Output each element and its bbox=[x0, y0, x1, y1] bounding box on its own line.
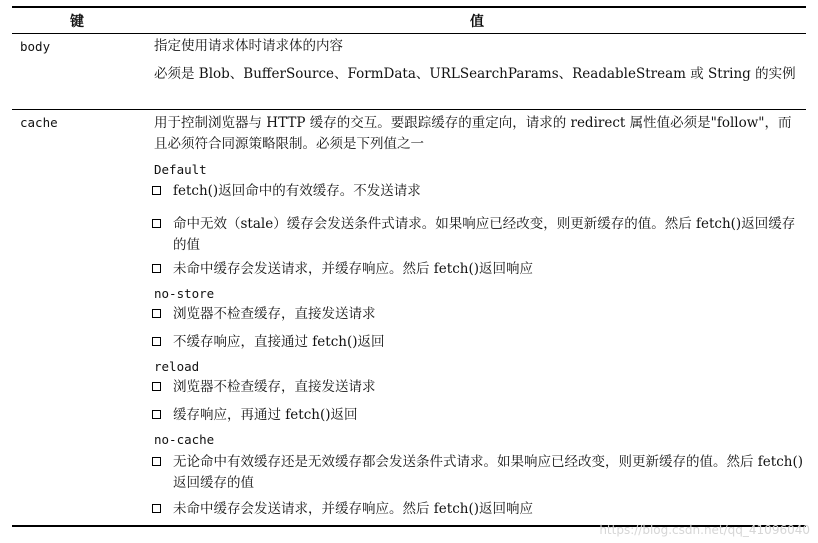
list-item: 浏览器不检查缓存，直接发送请求 bbox=[152, 304, 804, 325]
body-desc-1: 指定使用请求体时请求体的内容 bbox=[154, 38, 343, 54]
checkbox-square-icon bbox=[152, 410, 161, 419]
body-types: 必须是 Blob、BufferSource、FormData、URLSearchParams、ReadableStream 或 String 的实例 bbox=[154, 66, 796, 82]
list-item: 未命中缓存会发送请求，并缓存响应。然后 fetch()返回响应 bbox=[152, 499, 804, 520]
checkbox-square-icon bbox=[152, 504, 161, 513]
watermark: https://blog.csdn.net/qq_41096040 bbox=[599, 523, 810, 537]
checkbox-square-icon bbox=[152, 382, 161, 391]
group-reload: reload bbox=[154, 359, 200, 374]
checkbox-square-icon bbox=[152, 219, 161, 228]
checkbox-square-icon bbox=[152, 264, 161, 273]
header-rule bbox=[12, 33, 806, 34]
header-key: 键 bbox=[70, 14, 84, 30]
header-value: 值 bbox=[470, 14, 484, 30]
checkbox-square-icon bbox=[152, 337, 161, 346]
list-item: 缓存响应，再通过 fetch()返回 bbox=[152, 405, 804, 426]
list-item: fetch()返回命中的有效缓存。不发送请求 bbox=[152, 181, 804, 202]
checkbox-square-icon bbox=[152, 457, 161, 466]
checkbox-square-icon bbox=[152, 309, 161, 318]
cache-intro: 用于控制浏览器与 HTTP 缓存的交互。要跟踪缓存的重定向，请求的 redirect 属性值必须是"follow"，而且必须符合同源策略限制。必须是下列值之一 bbox=[154, 115, 792, 152]
group-no-store: no-store bbox=[154, 286, 215, 301]
row-key-cache: cache bbox=[20, 115, 58, 130]
list-item: 浏览器不检查缓存，直接发送请求 bbox=[152, 377, 804, 398]
list-item: 不缓存响应，直接通过 fetch()返回 bbox=[152, 332, 804, 353]
body-desc-2 bbox=[154, 64, 804, 85]
list-item: 无论命中有效缓存还是无效缓存都会发送条件式请求。如果响应已经改变，则更新缓存的值。然后 fetch()返回缓存的值 bbox=[152, 452, 804, 494]
list-item: 命中无效（stale）缓存会发送条件式请求。如果响应已经改变，则更新缓存的值。然后 fetch()返回缓存的值 bbox=[152, 214, 804, 256]
group-default: Default bbox=[154, 162, 207, 177]
checkbox-square-icon bbox=[152, 186, 161, 195]
row-rule bbox=[12, 109, 806, 110]
list-item: 未命中缓存会发送请求，并缓存响应。然后 fetch()返回响应 bbox=[152, 259, 804, 280]
table-top-rule bbox=[12, 6, 806, 8]
group-no-cache: no-cache bbox=[154, 432, 215, 447]
row-key-body: body bbox=[20, 39, 51, 54]
